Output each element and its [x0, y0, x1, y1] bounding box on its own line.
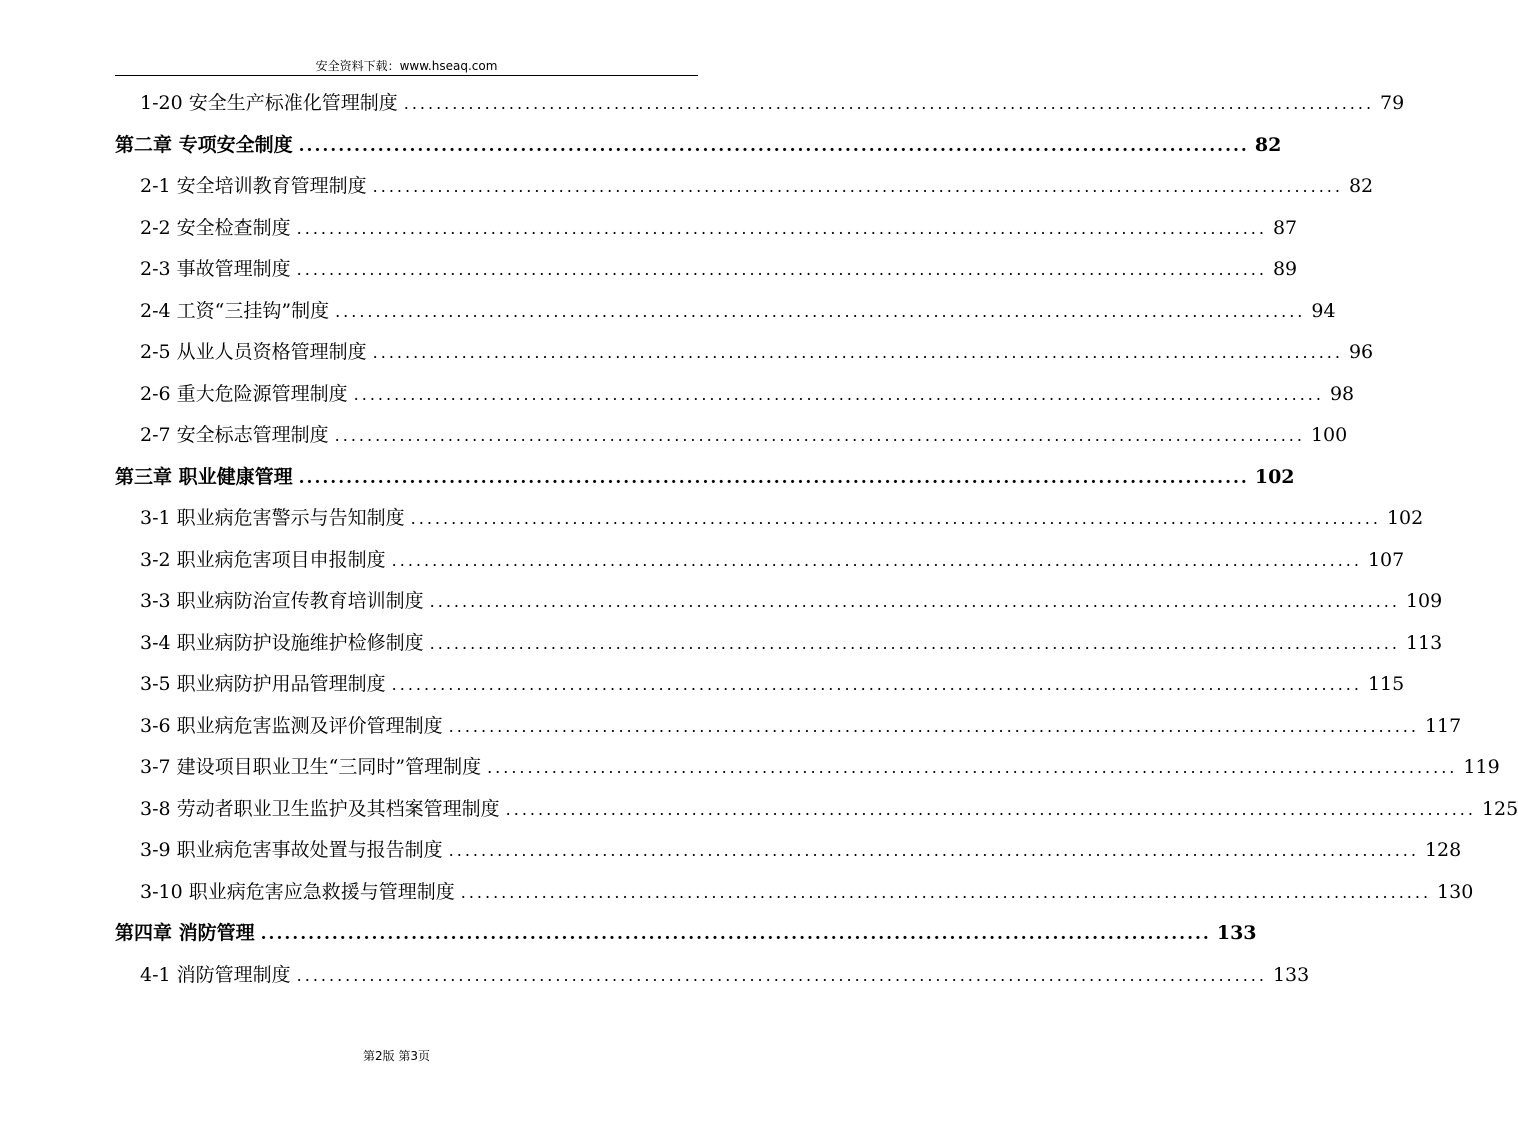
- toc-leader-dots: ........................................................................................................................: [391, 675, 1362, 694]
- toc-page-number: 102: [1386, 507, 1424, 529]
- toc-entry: [140, 586, 1443, 616]
- toc-leader-dots: ........................................................................................................................: [429, 592, 1400, 611]
- toc-leader-dots: ........................................................................................................................: [460, 882, 1432, 902]
- toc-leader-dots: ........................................................................................................................: [296, 965, 1267, 985]
- toc-entry: [140, 628, 1443, 658]
- toc-leader-dots: ........................................................................................................................: [403, 94, 1375, 113]
- toc-entry-title: 3-6 职业病危害监测及评价管理制度: [140, 714, 443, 737]
- toc-entry-title: 2-2 安全检查制度: [140, 216, 291, 239]
- page-header: 安全资料下载：www.hseaq.com: [115, 56, 698, 76]
- toc-page-number: 125: [1481, 797, 1518, 820]
- toc-page-number: 133: [1216, 922, 1257, 944]
- toc-leader-dots: ........................................................................................................................: [296, 218, 1267, 238]
- page-footer: 第2版 第3页: [362, 1049, 431, 1063]
- toc-entry-title: 1-20 安全生产标准化管理制度: [140, 92, 398, 114]
- toc-entry: [140, 877, 1474, 907]
- toc-entry: [140, 213, 1298, 243]
- toc-page-number: 128: [1424, 839, 1462, 861]
- toc-leader-dots: ........................................................................................................................: [335, 301, 1306, 321]
- toc-leader-dots: ........................................................................................................................: [448, 841, 1419, 860]
- toc-entry: [140, 88, 1405, 118]
- toc-page-number: 133: [1272, 963, 1310, 986]
- toc-entry-title: 3-4 职业病防护设施维护检修制度: [140, 631, 424, 654]
- toc-page-number: 109: [1405, 590, 1443, 612]
- toc-entry-title: 第四章 消防管理: [115, 922, 255, 944]
- toc-chapter-entry: [115, 130, 1282, 160]
- toc-entry: [140, 379, 1355, 409]
- toc-entry-title: 第二章 专项安全制度: [115, 133, 293, 156]
- toc-entry: [140, 254, 1298, 284]
- toc-leader-dots: ........................................................................................................................: [487, 758, 1458, 777]
- toc-leader-dots: ........................................................................................................................: [505, 799, 1476, 819]
- toc-leader-dots: ........................................................................................................................: [429, 633, 1400, 653]
- toc-entry-title: 2-4 工资“三挂钩”制度: [140, 299, 330, 322]
- toc-entry-title: 3-5 职业病防护用品管理制度: [140, 673, 386, 695]
- toc-entry-title: 3-10 职业病危害应急救援与管理制度: [140, 880, 455, 903]
- toc-entry-title: 2-6 重大危险源管理制度: [140, 382, 348, 405]
- toc-page-number: 87: [1272, 216, 1298, 239]
- toc-leader-dots: ........................................................................................................................: [391, 550, 1362, 570]
- toc-leader-dots: ........................................................................................................................: [353, 384, 1324, 404]
- toc-entry: [140, 794, 1518, 824]
- toc-entry-title: 3-8 劳动者职业卫生监护及其档案管理制度: [140, 797, 500, 820]
- toc-page-number: 107: [1367, 548, 1405, 571]
- toc-entry: [140, 752, 1500, 782]
- toc-page-number: 82: [1254, 133, 1282, 156]
- toc-entry: [140, 296, 1336, 326]
- toc-page-number: 119: [1463, 756, 1500, 778]
- toc-page-number: 82: [1348, 175, 1374, 197]
- toc-entry: [140, 337, 1374, 367]
- toc-page-number: 98: [1329, 382, 1355, 405]
- toc-entry: [140, 835, 1462, 865]
- toc-entry-title: 第三章 职业健康管理: [115, 465, 293, 488]
- toc-page-number: 113: [1405, 631, 1443, 654]
- toc-leader-dots: ........................................................................................................................: [334, 426, 1305, 445]
- toc-entry-title: 3-3 职业病防治宣传教育培训制度: [140, 590, 424, 612]
- toc-page-number: 117: [1424, 714, 1462, 737]
- toc-page-number: 94: [1311, 299, 1336, 322]
- toc-chapter-entry: [115, 918, 1257, 948]
- toc-entry: [140, 711, 1462, 741]
- toc-entry-title: 3-9 职业病危害事故处置与报告制度: [140, 839, 443, 861]
- toc-page-number: 115: [1367, 673, 1405, 695]
- toc-page-number: 79: [1380, 92, 1405, 114]
- toc-entry-title: 2-3 事故管理制度: [140, 258, 291, 280]
- toc-entry-title: 2-5 从业人员资格管理制度: [140, 341, 367, 363]
- toc-page-number: 100: [1310, 424, 1348, 446]
- toc-leader-dots: ........................................................................................................................: [410, 509, 1381, 528]
- toc-entry-title: 3-2 职业病危害项目申报制度: [140, 548, 386, 571]
- toc-leader-dots: ........................................................................................................................: [372, 177, 1343, 196]
- toc-entry-title: 4-1 消防管理制度: [140, 963, 291, 986]
- toc-page-number: 96: [1348, 341, 1374, 363]
- toc-entry: [140, 669, 1405, 699]
- toc-leader-dots: ........................................................................................................................: [448, 716, 1419, 736]
- toc-chapter-entry: [115, 462, 1295, 492]
- toc-page-number: 102: [1254, 465, 1295, 488]
- toc-entry-title: 2-1 安全培训教育管理制度: [140, 175, 367, 197]
- toc-entry-title: 3-7 建设项目职业卫生“三同时”管理制度: [140, 756, 482, 778]
- toc-leader-dots: ........................................................................................................................: [260, 924, 1211, 944]
- toc-entry: [140, 171, 1374, 201]
- toc-page-number: 130: [1437, 880, 1474, 903]
- toc-leader-dots: ........................................................................................................................: [298, 467, 1249, 488]
- toc-entry-title: 3-1 职业病危害警示与告知制度: [140, 507, 405, 529]
- toc-entry: [140, 545, 1405, 575]
- toc-leader-dots: ........................................................................................................................: [298, 135, 1249, 156]
- toc-entry-title: 2-7 安全标志管理制度: [140, 424, 329, 446]
- toc-entry: [140, 420, 1348, 450]
- toc-entry: [140, 960, 1310, 990]
- toc-leader-dots: ........................................................................................................................: [296, 260, 1267, 279]
- toc-entry: [140, 503, 1424, 533]
- toc-page-number: 89: [1272, 258, 1298, 280]
- toc-leader-dots: ........................................................................................................................: [372, 343, 1343, 362]
